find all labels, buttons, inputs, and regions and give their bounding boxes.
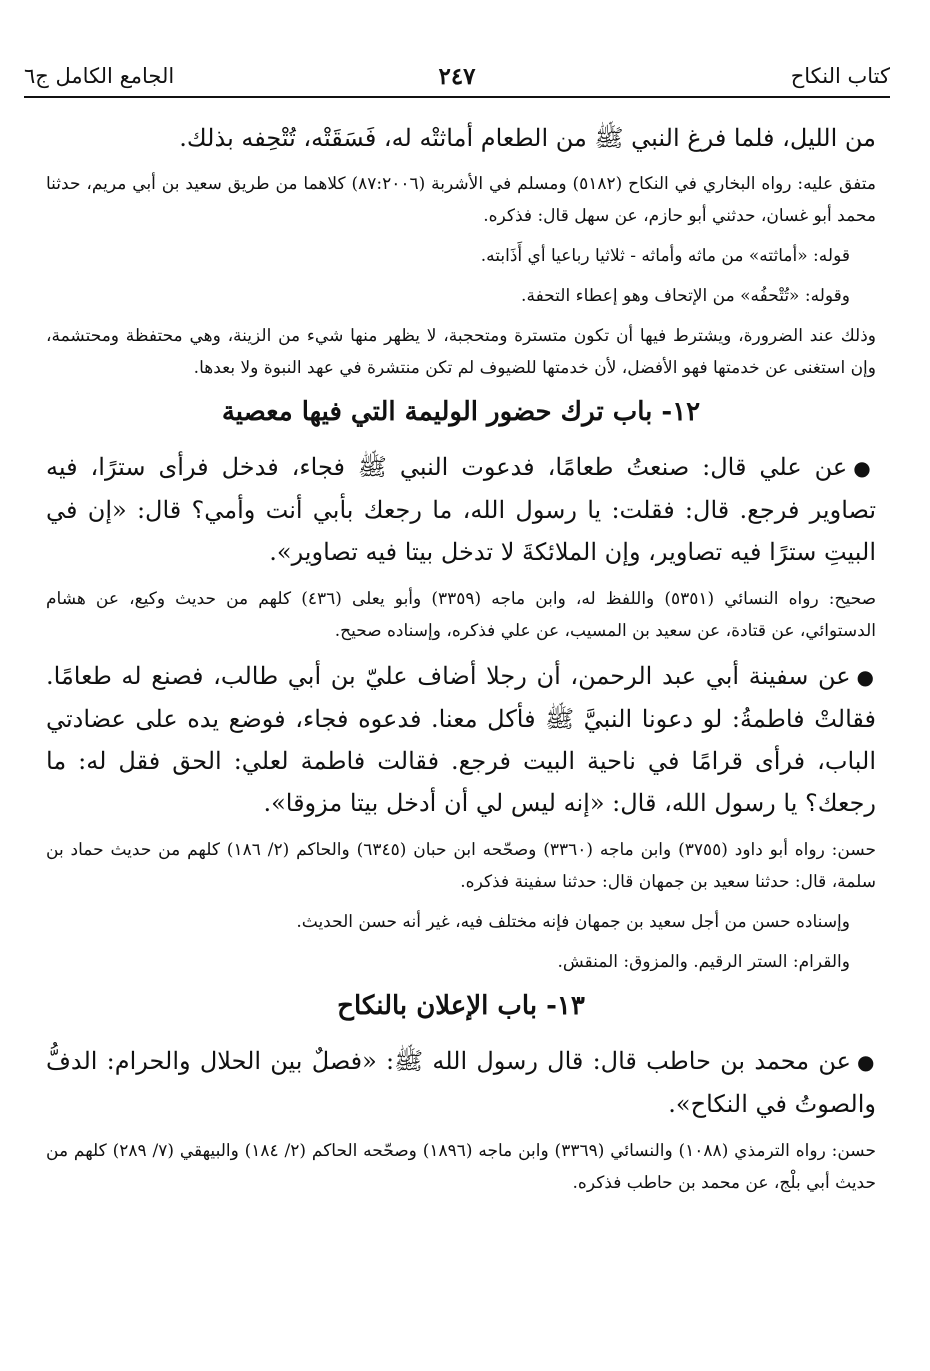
takhrij-note: حسن: رواه الترمذي (١٠٨٨) والنسائي (٣٣٦٩) وابن ماجه (١٨٩٦) وصحّحه الحاكم (٢/ ١٨٤) والبيهقي (٧/ ٢٨٩) كلهم من حديث أبي بلْج، عن محمد بن حاطب فذكره. [46,1141,876,1193]
takhrij-note: حسن: رواه أبو داود (٣٧٥٥) وابن ماجه (٣٣٦٠) وصحّحه ابن حبان (٦٣٤٥) والحاكم (٢/ ١٨٦) كلهم من حديث حماد بن سلمة، قال: حدثنا سعيد بن جمهان قال: حدثنا سفينة فذكره. [46,840,877,892]
hadith-paragraph [46,446,876,573]
header-rule [24,96,890,98]
section-heading: ١٢- باب ترك حضور الوليمة التي فيها معصية [221,397,701,427]
paragraph-continuation: من الليل، فلما فرغ النبي ﷺ من الطعام أماثتْه له، فَسَقَتْه، تُتْحِفه بذلك. [179,124,876,152]
book-title: الجامع الكامل ج٦ [24,64,175,88]
hadith-text: عن محمد بن حاطب قال: قال رسول الله ﷺ: «فصلٌ بين الحلال والحرام: الدفُّ والصوتُ في النكاح». [46,1047,876,1118]
hadith-text: عن سفينة أبي عبد الرحمن، أن رجلا أضاف عليّ بن أبي طالب، فصنع له طعامًا. فقالتْ فاطمةُ: لو دعونا النبيَّ ﷺ فأكل معنا. فدعوه فجاء، فوضع يده على عضادتي الباب، فرأى قرامًا في ناحية البيت فرجع. فقالت فاطمة لعلي: الحق فقل له: ما رجعك؟ يا رسول الله، قال: «إنه ليس لي أن أدخل بيتا مزوقا». [46,662,876,817]
chapter-title: كتاب النكاح [790,64,890,88]
page-number: ٢٤٧ [438,62,476,90]
page-body [46,118,876,1207]
takhrij-note: صحيح: رواه النسائي (٥٣٥١) واللفظ له، وابن ماجه (٣٣٥٩) وأبو يعلى (٤٣٦) كلهم من حديث وكيع، عن هشام الدستوائي، عن قتادة، عن سعيد بن المسيب، عن علي فذكره، وإسناده صحيح. [46,589,877,641]
bullet-icon: ● [856,1050,876,1074]
bullet-icon: ● [853,456,876,480]
gloss-note: قوله: «أماثته» من ماثه وأماثه - ثلاثيا رباعيا أي أَذَابته. [480,246,850,266]
section-heading: ١٣- باب الإعلان بالنكاح [337,991,585,1021]
bullet-icon: ● [856,665,876,689]
commentary-note: وذلك عند الضرورة، ويشترط فيها أن تكون متسترة ومتحجبة، لا يظهر منها شيء من الزينة، وهي محتفظة ومحتشمة، وإن استغنى عن خدمتها فهو الأفضل، لأن خدمتها للضيوف لم تكن منتشرة في عهد النبوة ولا بعدها. [46,326,876,378]
page-header [24,58,890,94]
gloss-note: وقوله: «تُتْحفُه» من الإتحاف وهو إعطاء التحفة. [521,286,850,306]
gloss-note: والقرام: الستر الرقيم. والمزوق: المنقش. [557,952,850,972]
gloss-note: وإسناده حسن من أجل سعيد بن جمهان فإنه مختلف فيه، غير أنه حسن الحديث. [296,912,850,932]
takhrij-note: متفق عليه: رواه البخاري في النكاح (٥١٨٢) ومسلم في الأشربة (٨٧:٢٠٠٦) كلاهما من طريق سعيد بن أبي مريم، حدثنا محمد أبو غسان، حدثني أبو حازم، عن سهل قال: فذكره. [46,174,876,226]
hadith-paragraph [46,655,876,824]
hadith-text: عن علي قال: صنعتُ طعامًا، فدعوت النبي ﷺ فجاء، فدخل فرأى سترًا، فيه تصاوير فرجع. قال: فقلت: يا رسول الله، ما رجعك بأبي أنت وأمي؟ قال: «إن في البيتِ سترًا فيه تصاوير، وإن الملائكةَ لا تدخل بيتا فيه تصاوير». [46,453,877,566]
hadith-paragraph [46,1040,876,1125]
